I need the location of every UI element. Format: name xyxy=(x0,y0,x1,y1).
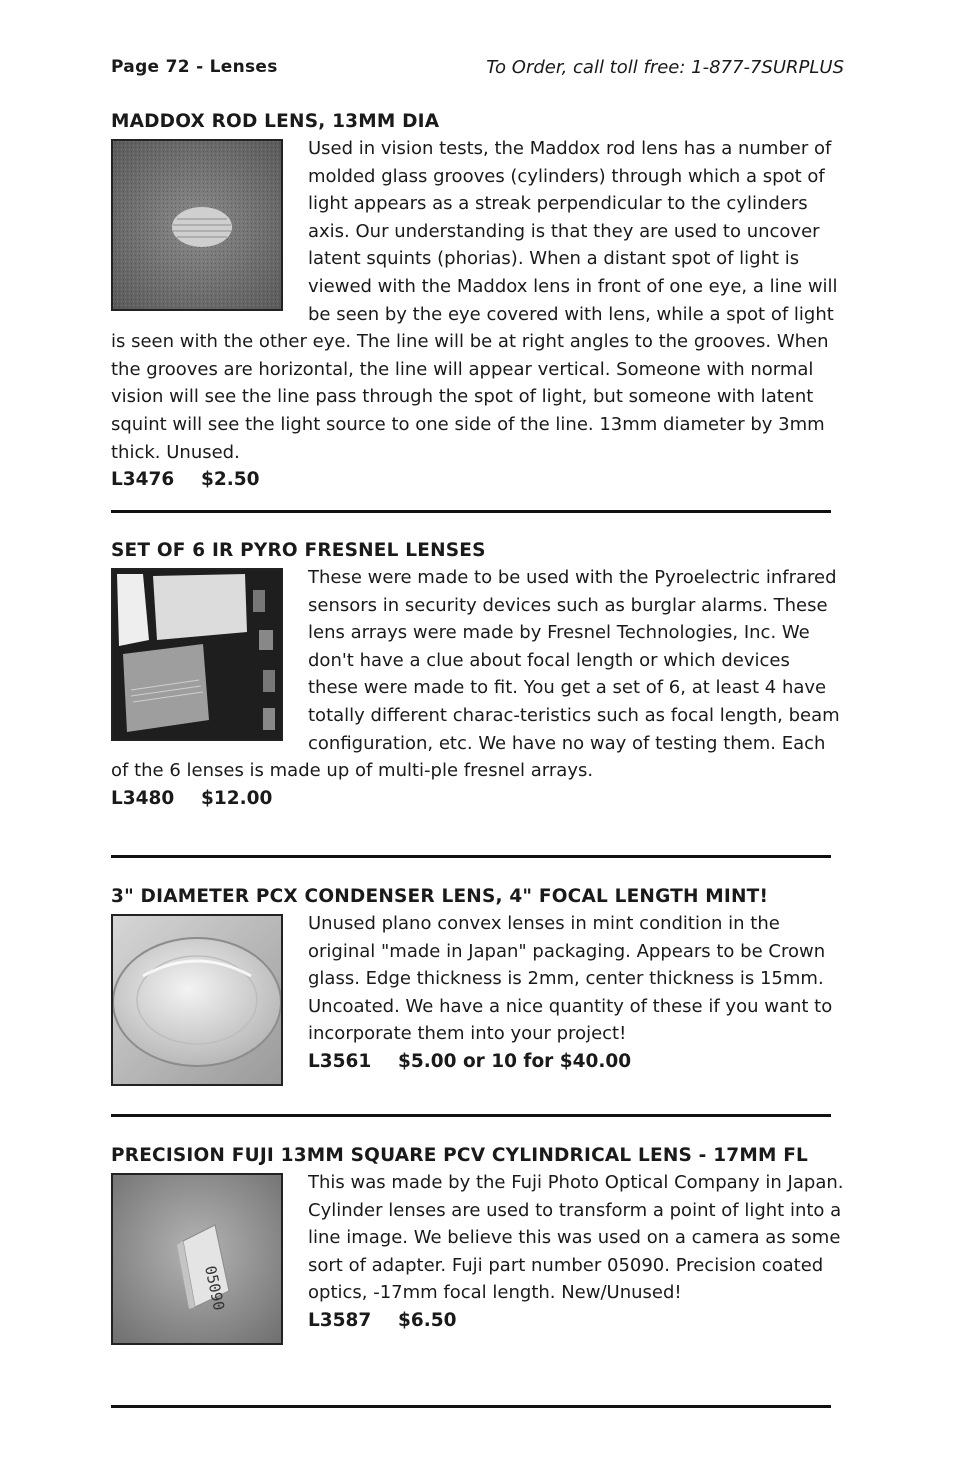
section-divider xyxy=(111,510,831,513)
section-divider xyxy=(111,1114,831,1117)
product-photo xyxy=(111,914,283,1086)
product-fuji-cylindrical-lens xyxy=(111,1142,844,1345)
product-maddox-rod-lens xyxy=(111,108,844,494)
product-photo xyxy=(111,139,283,311)
product-title: SET OF 6 IR PYRO FRESNEL LENSES xyxy=(111,540,486,561)
product-ir-fresnel-lenses xyxy=(111,537,844,813)
product-title: MADDOX ROD LENS, 13MM DIA xyxy=(111,111,440,132)
order-line xyxy=(111,785,844,813)
product-description: Unused plano convex lenses in mint condition in the original "made in Japan" packaging. Appears to be Crown glass. Edge thickness is 2mm, center thickness is 15mm. Uncoated. We have a nice quantity of these if you want to incorporate them into your project! xyxy=(308,913,833,1045)
sku: L3587 xyxy=(308,1309,372,1331)
price: $2.50 xyxy=(201,469,260,491)
product-title: PRECISION FUJI 13MM SQUARE PCV CYLINDRICAL LENS - 17MM FL xyxy=(111,1145,809,1166)
fresnel-lenses-image xyxy=(113,570,281,739)
product-title: 3" DIAMETER PCX CONDENSER LENS, 4" FOCAL LENGTH MINT! xyxy=(111,886,769,907)
price: $12.00 xyxy=(201,787,273,809)
product-description: Used in vision tests, the Maddox rod lens has a number of molded glass grooves (cylinders) through which a spot of light appears as a streak perpendicular to the cylinders axis. Our understanding is that they are used to uncover latent squints (phorias). When a distant spot of light is viewed with the Maddox lens in front of one eye, a line will be seen by the eye covered with lens, while a spot of light is seen with the other eye. The line will be at right angles to the grooves. When the grooves are horizontal, the line will appear vertical. Someone with normal vision will see the line pass through the spot of light, but someone with latent squint will see the light source to one side of the line. 13mm diameter by 3mm thick. Unused. xyxy=(111,138,838,463)
order-line xyxy=(111,466,844,494)
lens-part-number: 05090 xyxy=(201,1264,229,1313)
product-pcx-condenser-lens xyxy=(111,883,844,1086)
section-divider xyxy=(111,855,831,858)
cylindrical-lens-image xyxy=(113,1175,281,1343)
maddox-lens-image xyxy=(113,141,281,309)
sku: L3561 xyxy=(308,1050,372,1072)
order-phone: To Order, call toll free: 1-877-7SURPLUS xyxy=(486,57,844,78)
product-photo xyxy=(111,568,283,741)
sku: L3476 xyxy=(111,469,175,491)
sku: L3480 xyxy=(111,787,175,809)
price: $6.50 xyxy=(398,1309,457,1331)
product-photo xyxy=(111,1173,283,1345)
product-description: These were made to be used with the Pyroelectric infrared sensors in security devices such as burglar alarms. These lens arrays were made by Fresnel Technologies, Inc. We don't have a clue about focal length or which devices these were made to fit. You get a set of 6, at least 4 have totally different charac-teristics such as focal length, beam configuration, etc. We have no way of testing them. Each of the 6 lenses is made up of multi-ple fresnel arrays. xyxy=(111,567,840,782)
page-header xyxy=(111,57,844,83)
price: $5.00 or 10 for $40.00 xyxy=(398,1050,632,1072)
product-description: This was made by the Fuji Photo Optical Company in Japan. Cylinder lenses are used to transform a point of light into a line image. We believe this was used on a camera as some sort of adapter. Fuji part number 05090. Precision coated optics, -17mm focal length. New/Unused! xyxy=(308,1172,844,1304)
page-label: Page 72 - Lenses xyxy=(111,57,278,77)
section-divider xyxy=(111,1405,831,1408)
condenser-lens-image xyxy=(113,916,281,1084)
